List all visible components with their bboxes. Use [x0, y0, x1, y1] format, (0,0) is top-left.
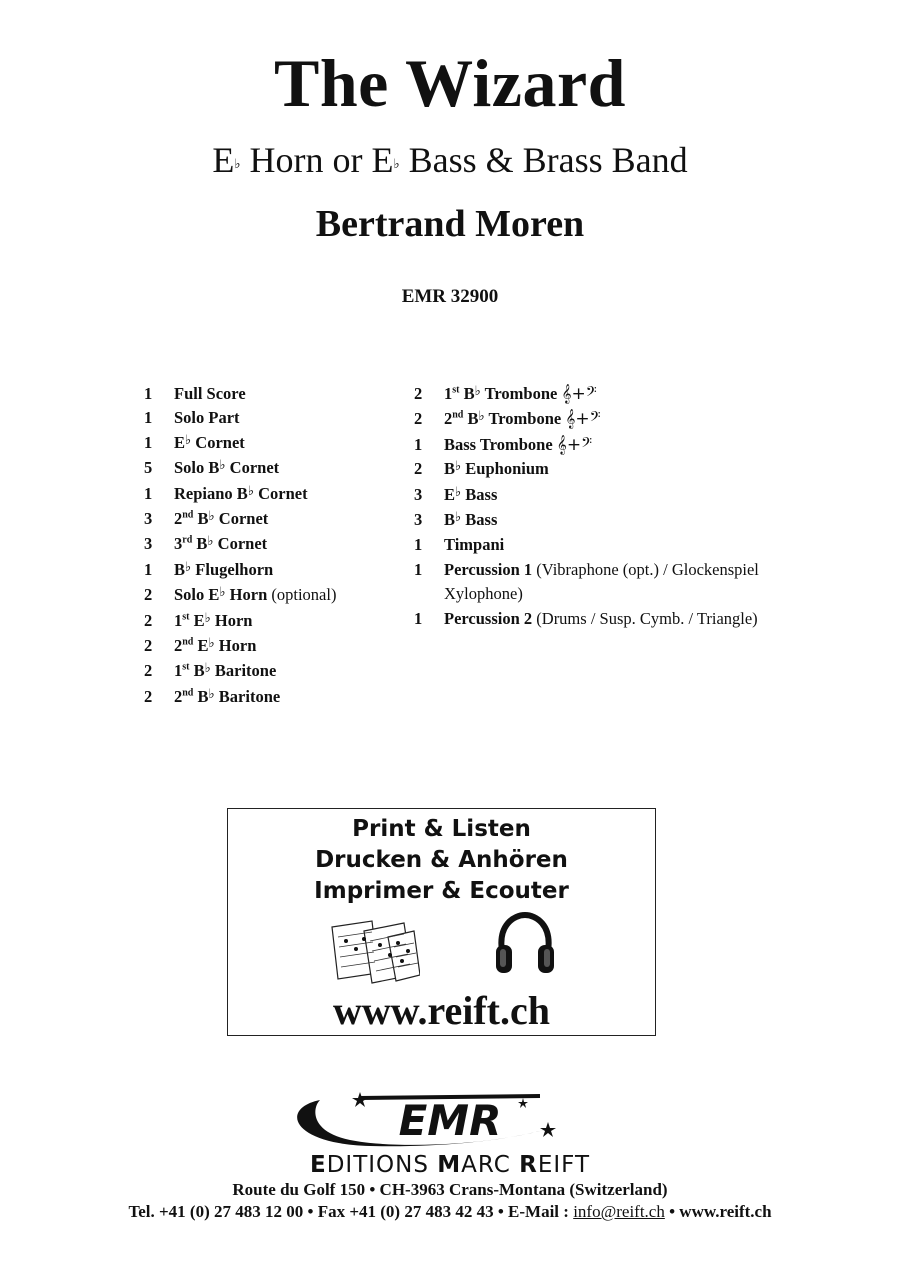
promo-website-link[interactable]: www.reift.ch	[333, 988, 550, 1033]
part-row	[144, 558, 384, 583]
part-row	[414, 508, 834, 533]
part-row	[144, 482, 384, 507]
part-name: B♭ Flugelhorn	[174, 558, 274, 579]
part-quantity: 2	[144, 610, 153, 630]
part-quantity: 1	[144, 408, 153, 428]
part-quantity: 2	[144, 661, 153, 681]
part-row	[144, 532, 384, 557]
part-row	[144, 609, 384, 634]
part-name: 1st B♭ Trombone 𝄞+𝄢	[444, 383, 597, 404]
part-name: Percussion 2 (Drums / Susp. Cymb. / Triangle)	[444, 608, 758, 628]
part-name: Full Score	[174, 384, 246, 403]
part-quantity: 2	[144, 585, 153, 605]
score-title: The Wizard	[274, 45, 626, 121]
part-row	[144, 685, 384, 710]
part-quantity: 3	[144, 534, 153, 554]
part-quantity: 3	[144, 509, 153, 529]
part-name: Solo E♭ Horn (optional)	[174, 584, 337, 605]
part-name: 2nd B♭ Baritone	[174, 685, 281, 706]
part-name: E♭ Cornet	[174, 431, 245, 452]
parts-list-right	[414, 382, 834, 631]
part-row	[414, 558, 834, 607]
composer-name: Bertrand Moren	[315, 203, 585, 245]
part-quantity: 2	[414, 459, 423, 479]
emr-logo	[250, 1088, 650, 1154]
part-quantity: 5	[144, 458, 153, 478]
sheet-music-icon	[328, 917, 420, 987]
part-row	[414, 533, 834, 557]
part-quantity: 1	[414, 434, 423, 454]
publisher-name: EDITIONS MARC REIFT	[309, 1152, 591, 1178]
part-name: 2nd B♭ Cornet	[174, 508, 269, 529]
parts-list-left	[144, 382, 384, 710]
part-name: Timpani	[444, 535, 505, 555]
part-name: 1st B♭ Baritone	[174, 660, 277, 681]
part-quantity: 1	[144, 432, 153, 452]
catalog-number: EMR 32900	[401, 286, 499, 307]
part-row	[414, 607, 834, 631]
part-name: Repiano B♭ Cornet	[174, 482, 308, 503]
publisher-address: Route du Golf 150 • CH-3963 Crans-Montana (Switzerland)	[232, 1180, 668, 1199]
part-quantity: 3	[414, 510, 423, 530]
part-name: B♭ Bass	[444, 509, 498, 530]
part-row	[144, 507, 384, 532]
part-name: 2nd E♭ Horn	[174, 635, 257, 656]
part-name: Bass Trombone 𝄞+𝄢	[444, 434, 593, 455]
part-name: 1st E♭ Horn	[174, 609, 253, 630]
part-quantity: 1	[144, 483, 153, 503]
part-quantity: 1	[144, 384, 153, 403]
part-row	[414, 483, 834, 508]
part-quantity: 1	[414, 535, 423, 555]
emr-logo-text: EMR	[398, 1096, 502, 1145]
email-link[interactable]: info@reift.ch	[573, 1202, 665, 1221]
instrumentation: E♭ Horn or E♭ Bass & Brass Band	[212, 140, 688, 180]
part-row	[414, 382, 834, 407]
promo-line-imprimer: Imprimer & Ecouter	[314, 878, 569, 904]
part-row	[414, 433, 834, 457]
part-quantity: 1	[144, 559, 153, 579]
part-name: 3rd B♭ Cornet	[174, 533, 268, 554]
part-row	[414, 457, 834, 482]
promo-line-print-listen: Print & Listen	[352, 816, 531, 842]
part-row	[144, 456, 384, 481]
part-row	[414, 407, 834, 432]
part-row	[144, 634, 384, 659]
part-row	[144, 659, 384, 684]
part-name: Solo B♭ Cornet	[174, 457, 280, 478]
part-quantity: 1	[414, 559, 423, 579]
part-row	[144, 583, 384, 608]
headphones-icon	[494, 911, 556, 975]
part-quantity: 2	[144, 636, 153, 656]
publisher-contact: Tel. +41 (0) 27 483 12 00 • Fax +41 (0) 27 483 42 43 • E-Mail : info@reift.ch • www.reift.ch	[128, 1202, 772, 1221]
part-quantity: 3	[414, 484, 423, 504]
part-row	[144, 382, 384, 406]
part-quantity: 2	[414, 384, 423, 403]
part-name: Solo Part	[174, 408, 240, 428]
part-row	[144, 431, 384, 456]
part-row	[144, 406, 384, 430]
part-quantity: 1	[414, 608, 423, 628]
part-quantity: 2	[144, 686, 153, 706]
part-name: E♭ Bass	[444, 483, 498, 504]
website-link[interactable]: • www.reift.ch	[664, 1202, 772, 1221]
print-listen-box[interactable]	[227, 808, 656, 1036]
part-name: B♭ Euphonium	[444, 458, 549, 479]
promo-line-drucken: Drucken & Anhören	[315, 847, 568, 873]
part-name: Percussion 1 (Vibraphone (opt.) / Glockenspiel Xylophone)	[444, 559, 759, 604]
part-name: 2nd B♭ Trombone 𝄞+𝄢	[444, 408, 601, 430]
part-quantity: 2	[414, 409, 423, 429]
